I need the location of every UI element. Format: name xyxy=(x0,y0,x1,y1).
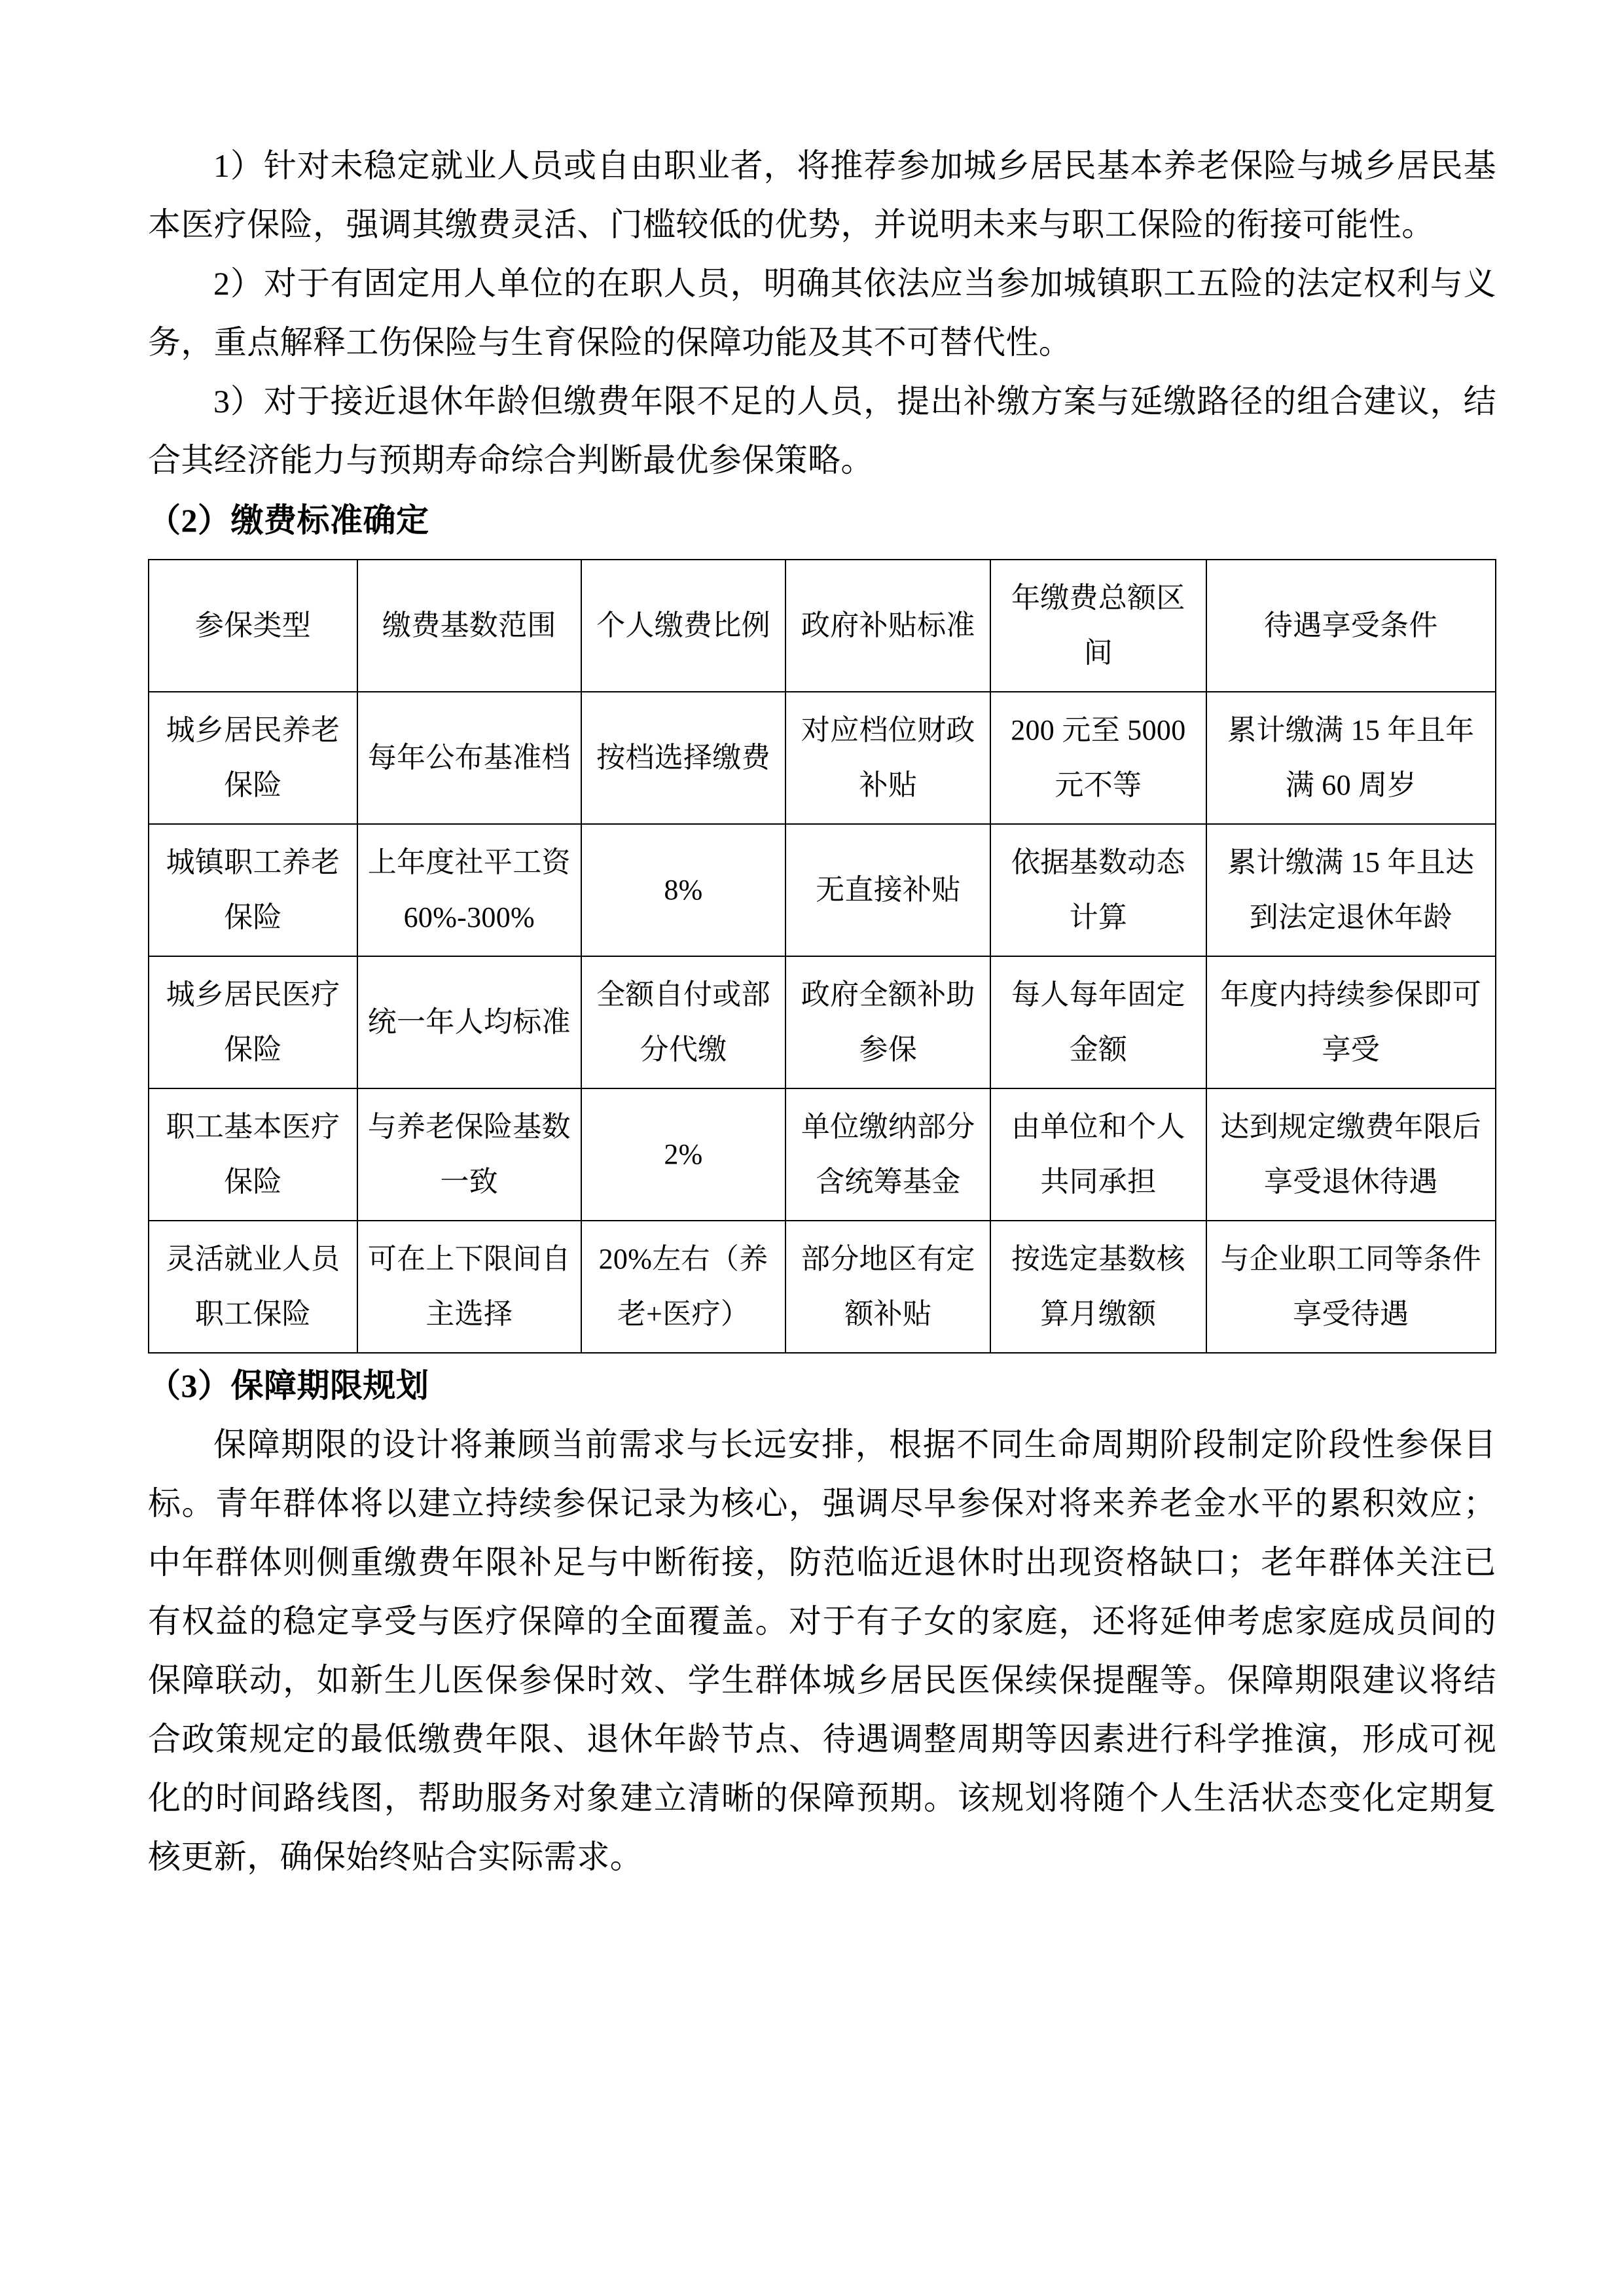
table-header-row xyxy=(149,560,1496,692)
cell-base-range: 与养老保险基数一致 xyxy=(357,1088,581,1221)
cell-gov-subsidy: 部分地区有定额补贴 xyxy=(785,1221,990,1353)
cell-annual-total: 按选定基数核算月缴额 xyxy=(990,1221,1206,1353)
cell-personal-rate: 按档选择缴费 xyxy=(581,692,786,824)
section-heading-fee-standard: （2）缴费标准确定 xyxy=(148,502,429,539)
column-header-base-range: 缴费基数范围 xyxy=(357,560,581,692)
cell-gov-subsidy: 单位缴纳部分含统筹基金 xyxy=(785,1088,990,1221)
paragraph-item-3: 3）对于接近退休年龄但缴费年限不足的人员，提出补缴方案与延缴路径的组合建议，结合其经济能力与预期寿命综合判断最优参保策略。 xyxy=(148,383,1496,478)
cell-annual-total: 由单位和个人共同承担 xyxy=(990,1088,1206,1221)
column-header-personal-rate: 个人缴费比例 xyxy=(581,560,786,692)
cell-benefit-condition: 累计缴满 15 年且达到法定退休年龄 xyxy=(1206,824,1496,956)
table-row xyxy=(149,1221,1496,1353)
cell-base-range: 可在上下限间自主选择 xyxy=(357,1221,581,1353)
cell-base-range: 上年度社平工资 60%-300% xyxy=(357,824,581,956)
column-header-benefit-condition: 待遇享受条件 xyxy=(1206,560,1496,692)
section-heading-coverage-period: （3）保障期限规划 xyxy=(148,1367,429,1404)
paragraph-coverage-period: 保障期限的设计将兼顾当前需求与长远安排，根据不同生命周期阶段制定阶段性参保目标。青年群体将以建立持续参保记录为核心，强调尽早参保对将来养老金水平的累积效应；中年群体则侧重缴费年限补足与中断衔接，防范临近退休时出现资格缺口；老年群体关注已有权益的稳定享受与医疗保障的全面覆盖。对于有子女的家庭，还将延伸考虑家庭成员间的保障联动，如新生儿医保参保时效、学生群体城乡居民医保续保提醒等。保障期限建议将结合政策规定的最低缴费年限、退休年龄节点、待遇调整周期等因素进行科学推演，形成可视化的时间路线图，帮助服务对象建立清晰的保障预期。该规划将随个人生活状态变化定期复核更新，确保始终贴合实际需求。 xyxy=(148,1426,1496,1875)
cell-gov-subsidy: 无直接补贴 xyxy=(785,824,990,956)
cell-type: 灵活就业人员职工保险 xyxy=(149,1221,357,1353)
cell-base-range: 统一年人均标准 xyxy=(357,956,581,1088)
table-row xyxy=(149,1088,1496,1221)
cell-personal-rate: 8% xyxy=(581,824,786,956)
column-header-type: 参保类型 xyxy=(149,560,357,692)
cell-type: 城乡居民养老保险 xyxy=(149,692,357,824)
table-row xyxy=(149,956,1496,1088)
cell-benefit-condition: 与企业职工同等条件享受待遇 xyxy=(1206,1221,1496,1353)
cell-annual-total: 每人每年固定金额 xyxy=(990,956,1206,1088)
paragraph-item-1: 1）针对未稳定就业人员或自由职业者，将推荐参加城乡居民基本养老保险与城乡居民基本医疗保险，强调其缴费灵活、门槛较低的优势，并说明未来与职工保险的衔接可能性。 xyxy=(148,147,1496,243)
insurance-fee-table xyxy=(148,559,1496,1354)
cell-benefit-condition: 年度内持续参保即可享受 xyxy=(1206,956,1496,1088)
cell-type: 城镇职工养老保险 xyxy=(149,824,357,956)
cell-personal-rate: 2% xyxy=(581,1088,786,1221)
cell-base-range: 每年公布基准档 xyxy=(357,692,581,824)
paragraph-item-2: 2）对于有固定用人单位的在职人员，明确其依法应当参加城镇职工五险的法定权利与义务，重点解释工伤保险与生育保险的保障功能及其不可替代性。 xyxy=(148,265,1496,361)
cell-personal-rate: 20%左右（养老+医疗） xyxy=(581,1221,786,1353)
page-content xyxy=(148,136,1496,1886)
cell-gov-subsidy: 政府全额补助参保 xyxy=(785,956,990,1088)
cell-annual-total: 200 元至 5000 元不等 xyxy=(990,692,1206,824)
cell-type: 城乡居民医疗保险 xyxy=(149,956,357,1088)
cell-annual-total: 依据基数动态计算 xyxy=(990,824,1206,956)
table-row xyxy=(149,824,1496,956)
cell-type: 职工基本医疗保险 xyxy=(149,1088,357,1221)
table-row xyxy=(149,692,1496,824)
cell-benefit-condition: 累计缴满 15 年且年满 60 周岁 xyxy=(1206,692,1496,824)
cell-benefit-condition: 达到规定缴费年限后享受退休待遇 xyxy=(1206,1088,1496,1221)
cell-gov-subsidy: 对应档位财政补贴 xyxy=(785,692,990,824)
column-header-gov-subsidy: 政府补贴标准 xyxy=(785,560,990,692)
column-header-annual-total: 年缴费总额区间 xyxy=(990,560,1206,692)
cell-personal-rate: 全额自付或部分代缴 xyxy=(581,956,786,1088)
